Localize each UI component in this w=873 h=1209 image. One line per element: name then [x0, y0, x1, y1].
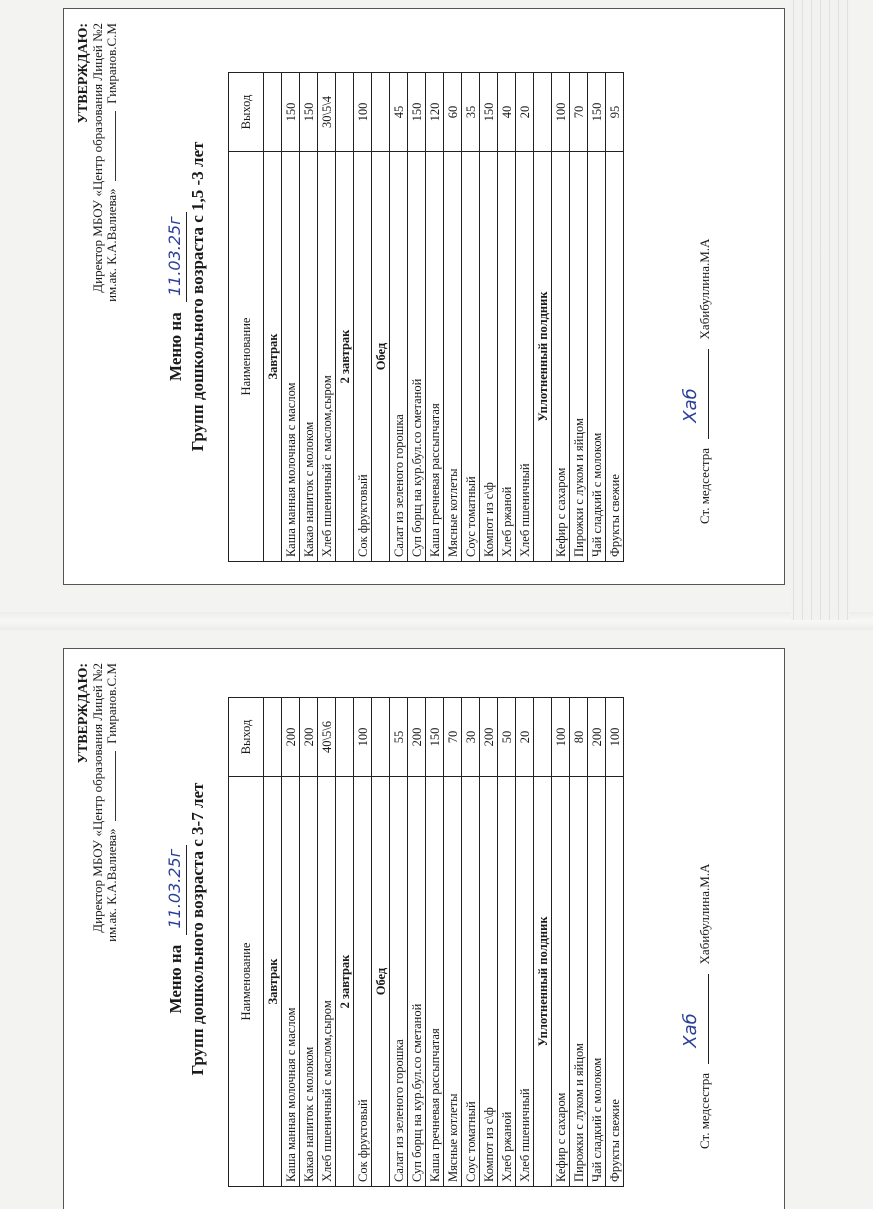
approval-heading: УТВЕРЖДАЮ:	[76, 23, 91, 124]
table-row	[570, 698, 588, 1187]
table-row	[498, 73, 516, 562]
header-name: Наименование	[229, 152, 264, 562]
dish-output: 70	[444, 698, 462, 777]
dish-output: 55	[390, 698, 408, 777]
approval-school: им.ак. К.А.Валиева»	[104, 828, 119, 942]
dish-name: Соус томатный	[462, 777, 480, 1187]
dish-name: Мясные котлеты	[444, 777, 462, 1187]
table-row	[264, 698, 282, 1187]
table-row	[462, 73, 480, 562]
table-row	[606, 73, 624, 562]
handwritten-date: 11.03.25г	[165, 848, 184, 929]
dish-name: Пирожки с луком и яйцом	[570, 152, 588, 562]
dish-name: Чай сладкий с молоком	[588, 152, 606, 562]
dish-output: 200	[300, 698, 318, 777]
approval-signature-line	[105, 663, 119, 993]
section-heading: 2 завтрак	[336, 152, 354, 562]
section-heading: Обед	[372, 777, 390, 1187]
dish-name: Суп борщ на кур.бул.со сметаной	[408, 777, 426, 1187]
nurse-signature-line	[680, 349, 709, 439]
table-row	[426, 698, 444, 1187]
dish-output: 200	[480, 698, 498, 777]
section-heading: Обед	[372, 152, 390, 562]
dish-output: 200	[588, 698, 606, 777]
scan-divider	[0, 612, 873, 630]
header-name: Наименование	[229, 777, 264, 1187]
table-row	[264, 73, 282, 562]
dish-output: 200	[408, 698, 426, 777]
table-row	[318, 698, 336, 1187]
nurse-signature: Хаб	[680, 1013, 701, 1048]
dish-output: 150	[588, 73, 606, 152]
dish-name: Сок фруктовый	[354, 152, 372, 562]
handwritten-date: 11.03.25г	[165, 216, 184, 297]
table-row	[390, 73, 408, 562]
dish-name: Кефир с сахаром	[552, 152, 570, 562]
approval-block	[76, 663, 119, 993]
nurse-signature-line	[680, 974, 709, 1064]
section-heading: Завтрак	[264, 777, 282, 1187]
table-row	[516, 73, 534, 562]
table-row	[534, 73, 552, 562]
menu-title	[166, 649, 187, 1209]
table-row	[282, 73, 300, 562]
dish-output: 50	[498, 698, 516, 777]
table-row	[534, 698, 552, 1187]
menu-sheet-1-5-3	[63, 8, 785, 585]
table-row	[516, 698, 534, 1187]
sheet-content	[64, 9, 784, 584]
footer-signature	[680, 44, 713, 524]
dish-output: 40	[498, 73, 516, 152]
table-row	[426, 73, 444, 562]
footer-role: Ст. медсестра	[697, 447, 712, 524]
dish-output: 150	[282, 73, 300, 152]
dish-name: Компот из с\ф	[480, 152, 498, 562]
dish-name: Хлеб ржаной	[498, 152, 516, 562]
approval-director: Директор МБОУ «Центр образования Лицей №2	[90, 23, 105, 293]
table-row	[300, 698, 318, 1187]
dish-output	[534, 698, 552, 777]
dish-output: 120	[426, 73, 444, 152]
table-header-row	[229, 73, 264, 562]
scanner-edge-strip	[790, 0, 850, 620]
dish-output	[372, 698, 390, 777]
dish-name: Пирожки с луком и яйцом	[570, 777, 588, 1187]
dish-output: 20	[516, 73, 534, 152]
approval-block	[76, 23, 119, 353]
dish-output: 70	[570, 73, 588, 152]
dish-name: Каша гречневая рассыпчатая	[426, 152, 444, 562]
approval-school: им.ак. К.А.Валиева»	[104, 188, 119, 302]
table-row	[318, 73, 336, 562]
menu-group-title: Групп дошкольного возраста с 1,5 -3 лет	[188, 141, 207, 452]
dish-output: 100	[552, 73, 570, 152]
dish-output	[372, 73, 390, 152]
dish-name: Салат из зеленого горошка	[390, 777, 408, 1187]
approval-signature-line	[105, 23, 119, 353]
table-row	[372, 698, 390, 1187]
dish-output: 35	[462, 73, 480, 152]
dish-output: 200	[282, 698, 300, 777]
dish-output	[264, 698, 282, 777]
table-row	[372, 73, 390, 562]
table-row	[588, 698, 606, 1187]
dish-name: Кефир с сахаром	[552, 777, 570, 1187]
dish-output: 80	[570, 698, 588, 777]
dish-output: 100	[606, 698, 624, 777]
dish-name: Сок фруктовый	[354, 777, 372, 1187]
footer-signature	[680, 669, 713, 1149]
approval-name: Гимранов.С.М	[104, 663, 119, 744]
table-row	[552, 698, 570, 1187]
dish-output: 20	[516, 698, 534, 777]
dish-output	[336, 73, 354, 152]
menu-table	[228, 72, 624, 562]
menu-group-title: Групп дошкольного возраста с 3-7 лет	[188, 782, 207, 1076]
table-header-row	[229, 698, 264, 1187]
dish-output	[264, 73, 282, 152]
table-row	[480, 698, 498, 1187]
dish-name: Фрукты свежие	[606, 777, 624, 1187]
dish-output: 45	[390, 73, 408, 152]
dish-output: 30	[462, 698, 480, 777]
section-heading: Уплотненный полдник	[534, 152, 552, 562]
dish-name: Хлеб пшеничный	[516, 152, 534, 562]
table-row	[498, 698, 516, 1187]
table-row	[408, 73, 426, 562]
dish-name: Суп борщ на кур.бул.со сметаной	[408, 152, 426, 562]
signature-blank	[115, 751, 116, 821]
dish-name: Салат из зеленого горошка	[390, 152, 408, 562]
sheet-content	[64, 649, 784, 1209]
table-row	[480, 73, 498, 562]
table-row	[390, 698, 408, 1187]
dish-name: Хлеб пшеничный с маслом,сыром	[318, 777, 336, 1187]
dish-name: Соус томатный	[462, 152, 480, 562]
approval-director: Директор МБОУ «Центр образования Лицей №2	[90, 663, 105, 933]
dish-name: Каша гречневая рассыпчатая	[426, 777, 444, 1187]
footer-role: Ст. медсестра	[697, 1072, 712, 1149]
table-row	[444, 73, 462, 562]
dish-name: Компот из с\ф	[480, 777, 498, 1187]
dish-name: Чай сладкий с молоком	[588, 777, 606, 1187]
dish-name: Каша манная молочная с маслом	[282, 777, 300, 1187]
table-row	[462, 698, 480, 1187]
footer-name: Хабибуллина.М.А	[697, 238, 712, 340]
dish-output: 100	[552, 698, 570, 777]
dish-output: 150	[426, 698, 444, 777]
table-row	[552, 73, 570, 562]
dish-name: Хлеб ржаной	[498, 777, 516, 1187]
menu-title-prefix: Меню на	[166, 944, 185, 1014]
dish-name: Какао напиток с молоком	[300, 152, 318, 562]
table-row	[354, 73, 372, 562]
section-heading: Завтрак	[264, 152, 282, 562]
dish-name: Мясные котлеты	[444, 152, 462, 562]
menu-table	[228, 697, 624, 1187]
menu-sheet-3-7	[63, 648, 785, 1209]
dish-name: Хлеб пшеничный с маслом,сыром	[318, 152, 336, 562]
dish-output: 40\5\6	[318, 698, 336, 777]
table-row	[588, 73, 606, 562]
nurse-signature: Хаб	[680, 388, 701, 423]
dish-output: 150	[408, 73, 426, 152]
dish-output: 95	[606, 73, 624, 152]
signature-blank	[115, 111, 116, 181]
footer-name: Хабибуллина.М.А	[697, 863, 712, 965]
approval-name: Гимранов.С.М	[104, 23, 119, 104]
table-row	[444, 698, 462, 1187]
table-row	[336, 73, 354, 562]
dish-name: Какао напиток с молоком	[300, 777, 318, 1187]
dish-output: 100	[354, 698, 372, 777]
header-output: Выход	[229, 73, 264, 152]
table-row	[354, 698, 372, 1187]
dish-output	[534, 73, 552, 152]
dish-output: 100	[354, 73, 372, 152]
dish-output	[336, 698, 354, 777]
table-row	[282, 698, 300, 1187]
menu-title-prefix: Меню на	[166, 312, 185, 381]
dish-name: Хлеб пшеничный	[516, 777, 534, 1187]
table-row	[336, 698, 354, 1187]
menu-title	[166, 9, 187, 584]
section-heading: Уплотненный полдник	[534, 777, 552, 1187]
date-blank	[166, 845, 187, 935]
table-row	[570, 73, 588, 562]
dish-output: 150	[480, 73, 498, 152]
header-output: Выход	[229, 698, 264, 777]
table-row	[300, 73, 318, 562]
dish-output: 150	[300, 73, 318, 152]
dish-name: Каша манная молочная с маслом	[282, 152, 300, 562]
table-row	[408, 698, 426, 1187]
section-heading: 2 завтрак	[336, 777, 354, 1187]
approval-heading: УТВЕРЖДАЮ:	[76, 663, 91, 764]
table-row	[606, 698, 624, 1187]
dish-output: 60	[444, 73, 462, 152]
dish-output: 30\5\4	[318, 73, 336, 152]
date-blank	[166, 212, 187, 302]
dish-name: Фрукты свежие	[606, 152, 624, 562]
